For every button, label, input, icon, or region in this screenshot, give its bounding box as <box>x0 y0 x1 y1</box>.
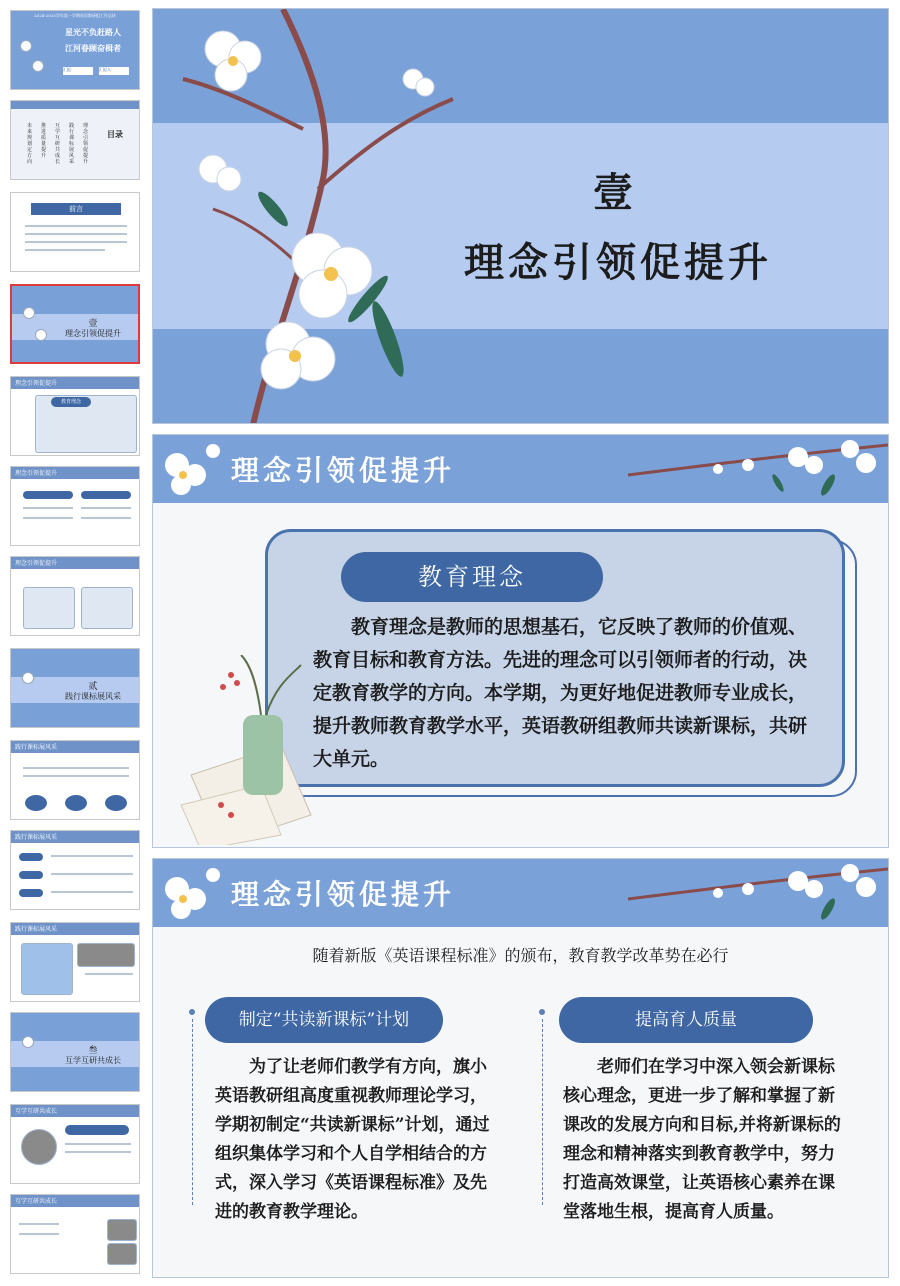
thumb-section-title: 互学互研共成长 <box>65 1056 121 1065</box>
thumb-card <box>23 587 75 629</box>
quality-body-text: 老师们在学习中深入领会新课标核心理念，更进一步了解和掌握了新课改的发展方向和目标,并将新课标的理念和精神落实到教育教学中，努力打造高效课堂，让英语核心素养在课堂落地生根，提高育人质量。 <box>563 1057 841 1222</box>
thumb-text-line <box>65 1151 131 1153</box>
blossom-icon <box>24 308 34 318</box>
thumb-preface-heading: 前言 <box>31 203 121 215</box>
thumb-text-line <box>25 249 105 251</box>
thumb-top-bar <box>11 923 139 935</box>
thumb-section-num: 叁 <box>88 1046 98 1056</box>
thumb-text-line <box>23 517 73 519</box>
thumb-text-line <box>65 1143 131 1145</box>
thumb-bar-label: 践行课标展风采 <box>15 744 58 751</box>
timeline-line <box>192 1019 193 1205</box>
thumb-bar-label: 互学互研共成长 <box>15 1108 58 1115</box>
blossom-icon <box>23 1037 33 1047</box>
slide-thumbnail-5[interactable] <box>10 376 140 456</box>
slide-thumbnail-14[interactable] <box>10 1194 140 1274</box>
slide-thumbnail-4[interactable] <box>10 284 140 364</box>
thumb-cover-title-a: 星光不负赶路人 <box>65 27 121 37</box>
thumb-cover-field-a: 汇报： <box>63 67 93 75</box>
thumb-bar-label: 理念引领促提升 <box>15 380 58 387</box>
thumb-text-line <box>81 517 131 519</box>
quality-title-pill: 提高育人质量 <box>559 997 813 1043</box>
thumb-text-line <box>51 891 133 893</box>
blossom-icon <box>21 41 31 51</box>
slide-thumbnail-13[interactable] <box>10 1104 140 1184</box>
thumb-bar-label: 理念引领促提升 <box>15 470 58 477</box>
thumb-pill: 教育理念 <box>51 397 91 407</box>
thumb-section-num: 壹 <box>88 319 98 329</box>
thumb-top-bar <box>11 1105 139 1117</box>
intro-text: 随着新版《英语课程标准》的颁布，教育教学改革势在必行 <box>312 946 729 965</box>
thumb-circle <box>105 795 127 811</box>
slide-thumbnail-3[interactable] <box>10 192 140 272</box>
thumb-contents-item: 推进质量提升 <box>41 123 47 159</box>
plan-body-text: 为了让老师们教学有方向，旗小英语教研组高度重视教师理论学习，学期初制定“共读新课标”计划，通过组织集体学习和个人自学相结合的方式，深入学习《英语课程标准》及先进的教育教学理论。 <box>215 1057 490 1222</box>
slide-header-title: 理念引领促提升 <box>231 878 456 911</box>
thumb-text-line <box>19 1223 59 1225</box>
thumb-text-line <box>25 225 127 227</box>
thumb-pill <box>19 871 43 879</box>
slide-header-bar <box>153 435 888 503</box>
thumb-text-line <box>51 855 133 857</box>
slide-thumbnail-7[interactable] <box>10 556 140 636</box>
thumb-pill <box>19 889 43 897</box>
thumb-text-line <box>85 973 133 975</box>
slide-thumbnail-10[interactable] <box>10 830 140 910</box>
thumb-text-line <box>25 233 127 235</box>
slide-thumbnail-rail <box>0 0 148 1286</box>
thumb-bar-label: 理念引领促提升 <box>15 560 58 567</box>
thumb-cover-topline: 2024-2025学年第一学期英语教研组工作总结 <box>34 13 116 18</box>
thumb-contents-heading: 目录 <box>107 129 123 139</box>
blossom-icon <box>153 435 233 503</box>
slide-thumbnail-8[interactable] <box>10 648 140 728</box>
thumb-text-line <box>25 241 127 243</box>
section-number: 壹 <box>593 169 633 216</box>
thumb-section-title: 践行课标展风采 <box>65 692 121 701</box>
slide-thumbnail-11[interactable] <box>10 922 140 1002</box>
slide-new-curriculum[interactable] <box>152 858 889 1278</box>
thumb-pill <box>81 491 131 499</box>
thumb-text-line <box>23 507 73 509</box>
thumb-text-line <box>23 775 129 777</box>
slide-section-cover[interactable] <box>152 8 889 424</box>
slide-thumbnail-12[interactable] <box>10 1012 140 1092</box>
slide-header-bar <box>153 859 888 927</box>
slide-thumbnail-9[interactable] <box>10 740 140 820</box>
timeline-dot <box>539 1009 545 1015</box>
blossom-branch-illustration <box>153 9 483 424</box>
thumb-pill <box>19 853 43 861</box>
thumb-photo <box>107 1219 137 1241</box>
thumb-text-line <box>19 1233 59 1235</box>
vase-and-paper-illustration <box>161 655 331 845</box>
thumb-card <box>81 587 133 629</box>
slide-thumbnail-6[interactable] <box>10 466 140 546</box>
blossom-icon <box>153 859 233 927</box>
thumb-text-line <box>51 873 133 875</box>
thumb-top-bar <box>11 557 139 569</box>
thumb-bar-label: 互学互研共成长 <box>15 1198 58 1205</box>
thumb-contents-item: 践行课标展风采 <box>69 123 75 165</box>
thumb-photo <box>21 1129 57 1165</box>
blossom-icon <box>36 330 46 340</box>
blossom-branch-icon <box>628 859 888 927</box>
timeline-dot <box>189 1009 195 1015</box>
philosophy-title-pill: 教育理念 <box>341 552 603 602</box>
thumb-cover-title-b: 江河眷顾奋楫者 <box>65 43 121 53</box>
thumb-pill <box>23 491 73 499</box>
thumb-circle <box>25 795 47 811</box>
slide-header-title: 理念引领促提升 <box>231 454 456 487</box>
thumb-photo <box>21 943 73 995</box>
thumb-top-bar <box>11 101 139 109</box>
thumb-top-bar <box>11 467 139 479</box>
thumb-pill <box>65 1125 129 1135</box>
thumb-photo <box>77 943 135 967</box>
thumb-top-bar <box>11 1195 139 1207</box>
thumb-cover-field-b: 汇报人： <box>99 67 129 75</box>
philosophy-body-text: 教育理念是教师的思想基石，它反映了教师的价值观、教育目标和教育方法。先进的理念可以引领师者的行动，决定教育教学的方向。本学期，为更好地促进教师专业成长，提升教师教育教学水平，英语教研组教师共读新课标，共研大单元。 <box>313 616 808 770</box>
slide-thumbnail-1[interactable] <box>10 10 140 90</box>
thumb-contents-item: 理念引领促提升 <box>83 123 89 165</box>
thumb-contents-item: 互学互研共成长 <box>55 123 61 165</box>
thumb-text-line <box>23 767 129 769</box>
thumb-section-title: 理念引领促提升 <box>65 329 121 338</box>
thumb-section-num: 贰 <box>88 682 98 692</box>
thumb-bar-label: 践行课标展风采 <box>15 834 58 841</box>
timeline-line <box>542 1019 543 1205</box>
thumb-contents-item: 未来规划定方向 <box>27 123 33 165</box>
thumb-photo <box>107 1243 137 1265</box>
thumb-text-line <box>81 507 131 509</box>
blossom-icon <box>23 673 33 683</box>
plan-title-pill: 制定“共读新课标”计划 <box>205 997 443 1043</box>
slide-thumbnail-2[interactable] <box>10 100 140 180</box>
thumb-top-bar <box>11 831 139 843</box>
thumb-bar-label: 践行课标展风采 <box>15 926 58 933</box>
thumb-circle <box>65 795 87 811</box>
thumb-top-bar <box>11 377 139 389</box>
blossom-branch-icon <box>628 435 888 503</box>
thumb-top-bar <box>11 741 139 753</box>
blossom-icon <box>33 61 43 71</box>
slide-education-philosophy[interactable] <box>152 434 889 848</box>
section-title: 理念引领促提升 <box>464 239 772 286</box>
